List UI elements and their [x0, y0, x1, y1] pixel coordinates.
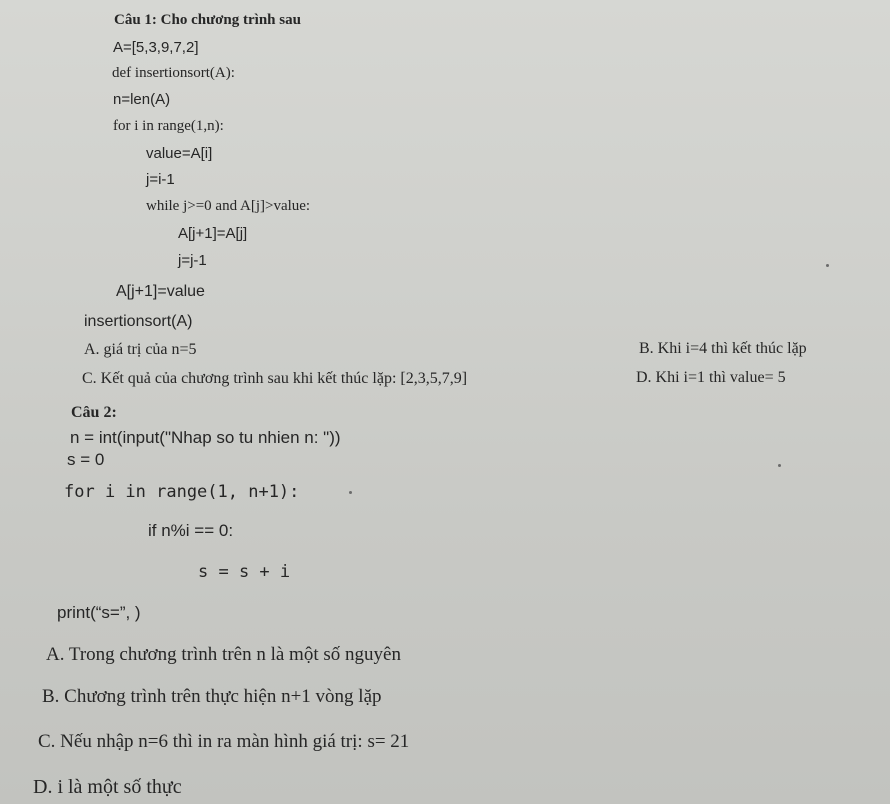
q1-option-b: B. Khi i=4 thì kết thúc lặp: [639, 340, 807, 357]
q1-code-line-9: j=j-1: [178, 252, 207, 269]
q1-code-line-7: while j>=0 and A[j]>value:: [146, 198, 311, 214]
q2-option-c: C. Nếu nhập n=6 thì in ra màn hình giá trị: s= 21: [38, 731, 410, 752]
q1-code-line-6: j=i-1: [146, 171, 175, 188]
q1-code-line-5: value=A[i]: [146, 145, 213, 162]
q1-option-d: D. Khi i=1 thì value= 5: [636, 369, 786, 386]
paper-speck: [826, 264, 829, 267]
q1-code-line-8: A[j+1]=A[j]: [178, 225, 248, 242]
q1-code-line-1: A=[5,3,9,7,2]: [113, 39, 199, 56]
q1-option-c: C. Kết quả của chương trình sau khi kết thúc lặp: [2,3,5,7,9]: [82, 370, 468, 387]
q2-code-line-1: n = int(input("Nhap so tu nhien n: ")): [70, 428, 341, 447]
q1-option-a: A. giá trị của n=5: [84, 341, 197, 358]
q1-code-line-3: n=len(A): [113, 91, 171, 108]
q2-code-line-5: s = s + i: [198, 562, 291, 582]
q1-code-line-10: A[j+1]=value: [116, 283, 205, 300]
q1-code-line-4: for i in range(1,n):: [113, 118, 224, 134]
paper-speck: [778, 464, 781, 467]
q2-code-line-3: for i in range(1, n+1):: [64, 482, 300, 502]
q2-option-a: A. Trong chương trình trên n là một số nguyên: [46, 644, 401, 665]
q1-title: Câu 1: Cho chương trình sau: [114, 12, 301, 28]
q1-code-line-11: insertionsort(A): [84, 313, 193, 330]
q1-code-line-2: def insertionsort(A):: [112, 65, 235, 81]
q2-title: Câu 2:: [71, 404, 117, 421]
q2-option-d: D. i là một số thực: [33, 776, 182, 798]
q2-code-line-6: print(“s=”, ): [57, 603, 141, 622]
q2-code-line-2: s = 0: [67, 450, 105, 469]
q2-option-b: B. Chương trình trên thực hiện n+1 vòng lặp: [42, 686, 382, 707]
q2-code-line-4: if n%i == 0:: [148, 521, 234, 540]
paper-speck: [349, 491, 352, 494]
